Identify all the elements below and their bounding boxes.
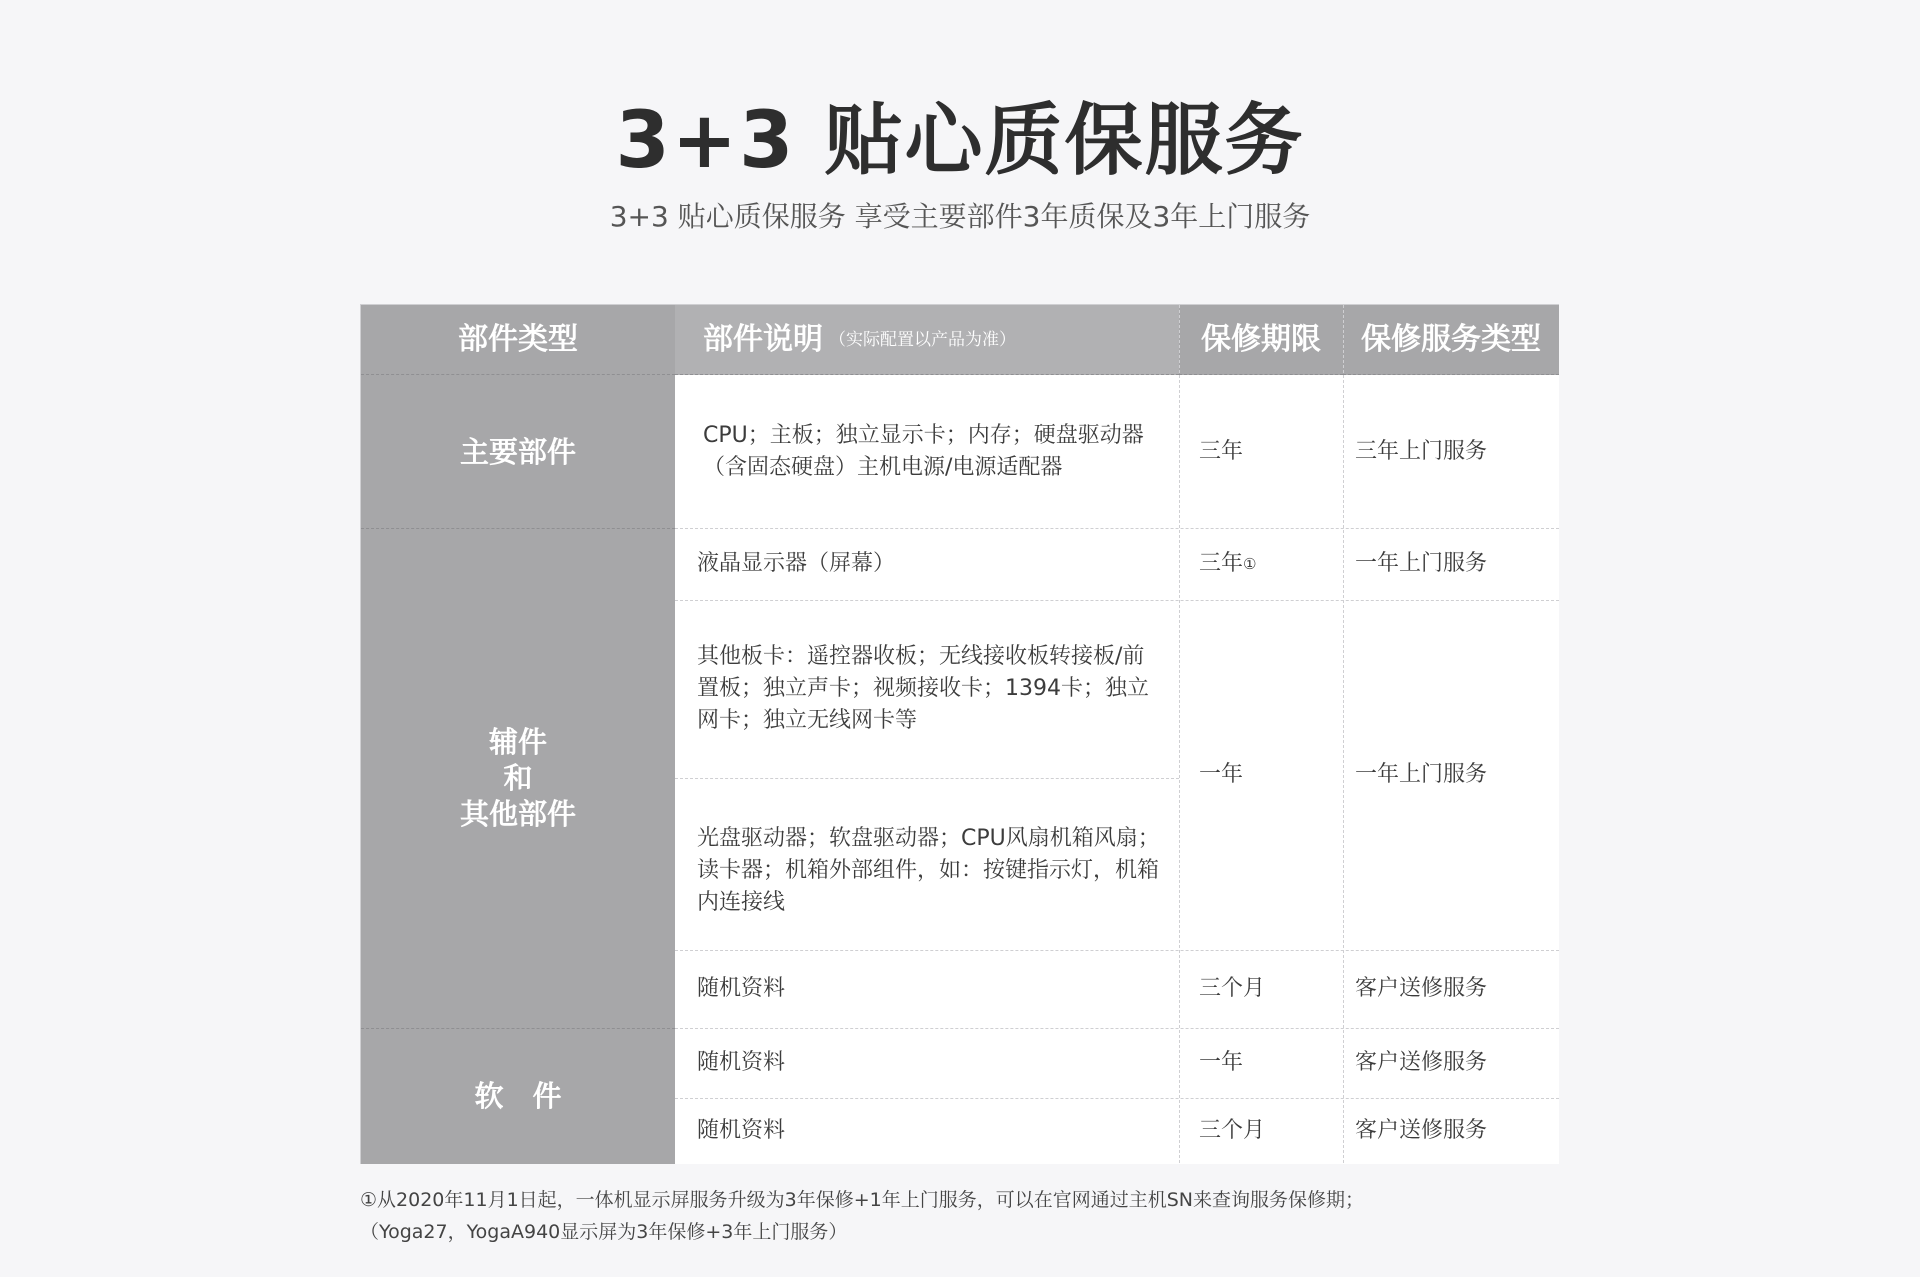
category-software-label: 软 件 <box>474 1079 562 1113</box>
category-aux <box>361 528 675 1028</box>
header-category-label: 部件类型 <box>458 321 578 357</box>
table-row-3-desc <box>675 600 1179 778</box>
category-divider <box>361 528 675 529</box>
row-4-desc-line1: 光盘驱动器；软盘驱动器；CPU风扇机箱风扇； <box>697 826 1160 851</box>
category-aux-line3: 其他部件 <box>459 797 576 831</box>
row-1-period-value: 三年 <box>1199 438 1244 464</box>
merged-service-value: 一年上门服务 <box>1355 762 1488 787</box>
row-5-desc-value: 随机资料 <box>697 976 786 1001</box>
row-7-service-value: 客户送修服务 <box>1355 1118 1488 1143</box>
category-main <box>361 375 675 528</box>
footnote-2: （Yoga27，YogaA940显示屏为3年保修+3年上门服务） <box>360 1221 848 1243</box>
merged-period-value: 一年 <box>1199 762 1244 787</box>
row-3-desc-line2: 置板；独立声卡；视频接收卡；1394卡；独立 <box>697 676 1149 701</box>
header-description-note: （实际配置以产品为准） <box>829 329 1016 350</box>
row-2-desc-value: 液晶显示器（屏幕） <box>697 551 896 576</box>
row-1-desc-line2: （含固态硬盘）主机电源/电源适配器 <box>703 454 1063 480</box>
row-5-service-value: 客户送修服务 <box>1355 976 1488 1001</box>
merged-service <box>1343 600 1559 950</box>
row-7-desc-value: 随机资料 <box>697 1118 786 1143</box>
category-main-label: 主要部件 <box>459 434 576 469</box>
row-4-desc-line2: 读卡器；机箱外部组件，如：按键指示灯，机箱 <box>697 858 1160 883</box>
row-6-service-value: 客户送修服务 <box>1355 1050 1488 1075</box>
page-title: 3+3 贴心质保服务 <box>615 96 1305 186</box>
table-row-2-desc <box>675 528 1179 600</box>
merged-period <box>1179 600 1343 950</box>
header-period-label: 保修期限 <box>1201 321 1321 357</box>
category-software <box>361 1028 675 1164</box>
table-row-1-desc <box>675 375 1179 528</box>
header-category <box>361 305 675 375</box>
footnote-marker: ① <box>1243 555 1257 573</box>
header-description <box>675 305 1179 375</box>
table-row-6-period <box>1179 1028 1343 1098</box>
row-1-service-value: 三年上门服务 <box>1355 438 1488 464</box>
table-row-7-desc <box>675 1098 1179 1164</box>
header-period <box>1179 305 1343 375</box>
table-row-7-service <box>1343 1098 1559 1164</box>
table-row-1-service <box>1343 375 1559 528</box>
table-row-7-period <box>1179 1098 1343 1164</box>
row-1-desc-line1: CPU；主板；独立显示卡；内存；硬盘驱动器 <box>703 422 1144 448</box>
row-3-desc-line1: 其他板卡：遥控器收板；无线接收板转接板/前 <box>697 644 1145 669</box>
category-aux-line1: 辅件 <box>488 725 547 759</box>
table-row-5-service <box>1343 950 1559 1028</box>
header-description-label: 部件说明 <box>703 321 823 357</box>
row-6-period-value: 一年 <box>1199 1050 1244 1075</box>
category-aux-line2: 和 <box>503 761 533 795</box>
row-2-period-value: 三年 <box>1199 551 1244 576</box>
category-divider <box>361 1028 675 1029</box>
row-4-desc-line3: 内连接线 <box>697 890 786 915</box>
table-row-4-desc <box>675 778 1179 950</box>
row-3-desc-line3: 网卡；独立无线网卡等 <box>697 708 918 733</box>
table-row-5-period <box>1179 950 1343 1028</box>
table-row-2-service <box>1343 528 1559 600</box>
table-row-5-desc <box>675 950 1179 1028</box>
table-row-6-service <box>1343 1028 1559 1098</box>
table-row-6-desc <box>675 1028 1179 1098</box>
warranty-table <box>360 304 1559 1164</box>
row-6-desc-value: 随机资料 <box>697 1050 786 1075</box>
header-service <box>1343 305 1559 375</box>
row-5-period-value: 三个月 <box>1199 976 1266 1001</box>
row-2-service-value: 一年上门服务 <box>1355 551 1488 576</box>
page-subtitle: 3+3 贴心质保服务 享受主要部件3年质保及3年上门服务 <box>609 200 1311 233</box>
row-7-period-value: 三个月 <box>1199 1118 1266 1143</box>
footnote-1: ①从2020年11月1日起，一体机显示屏服务升级为3年保修+1年上门服务，可以在官网通过主机SN来查询服务保修期； <box>360 1189 1365 1211</box>
header-service-label: 保修服务类型 <box>1361 321 1541 357</box>
table-row-1-period <box>1179 375 1343 528</box>
table-row-2-period <box>1179 528 1343 600</box>
